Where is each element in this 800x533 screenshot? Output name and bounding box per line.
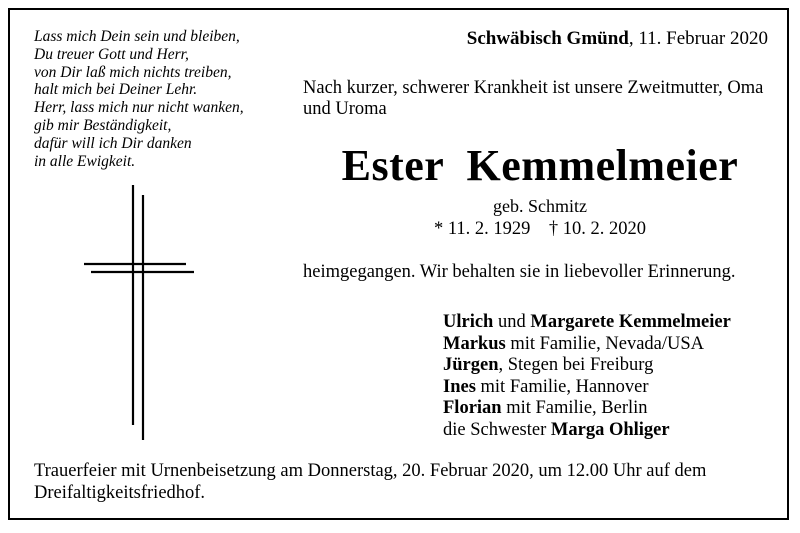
place-name: Schwäbisch Gmünd bbox=[466, 28, 629, 49]
poem-line: Herr, lass mich nur nicht wanken, bbox=[34, 99, 244, 117]
poem-line: in alle Ewigkeit. bbox=[34, 152, 136, 170]
poem-line: von Dir laß mich nichts treiben, bbox=[34, 63, 232, 81]
notice-date: , 11. Februar 2020 bbox=[628, 28, 768, 49]
family-line: Ines mit Familie, Hannover bbox=[443, 376, 649, 397]
family-line: Ulrich und Margarete Kemmelmeier bbox=[443, 312, 731, 332]
passed-text: heimgegangen. Wir behalten sie in liebevoller Erinnerung. bbox=[303, 262, 736, 282]
life-dates: * 11. 2. 1929 † 10. 2. 2020 bbox=[433, 219, 647, 239]
place-date bbox=[467, 28, 768, 50]
family-line: Jürgen, Stegen bei Freiburg bbox=[443, 355, 654, 375]
family-line: Florian mit Familie, Berlin bbox=[443, 398, 648, 418]
poem-line: gib mir Beständigkeit, bbox=[34, 116, 172, 134]
deceased-name: Ester Kemmelmeier bbox=[341, 141, 739, 190]
poem-line: dafür will ich Dir danken bbox=[34, 134, 192, 152]
poem-line: Du treuer Gott und Herr, bbox=[34, 45, 189, 63]
family-line: Markus mit Familie, Nevada/USA bbox=[443, 333, 705, 354]
poem-line: Lass mich Dein sein und bleiben, bbox=[34, 28, 240, 45]
poem-line: halt mich bei Deiner Lehr. bbox=[34, 81, 198, 99]
family-line: die Schwester Marga Ohliger bbox=[443, 419, 670, 440]
birth-name: geb. Schmitz bbox=[493, 196, 587, 216]
intro-text: Nach kurzer, schwerer Krankheit ist unsere Zweitmutter, Oma und Uroma bbox=[303, 78, 764, 119]
ceremony-info: Trauerfeier mit Urnenbeisetzung am Donnerstag, 20. Februar 2020, um 12.00 Uhr auf dem Dreifaltigkeitsfriedhof. bbox=[34, 461, 707, 503]
family-list bbox=[443, 312, 731, 441]
